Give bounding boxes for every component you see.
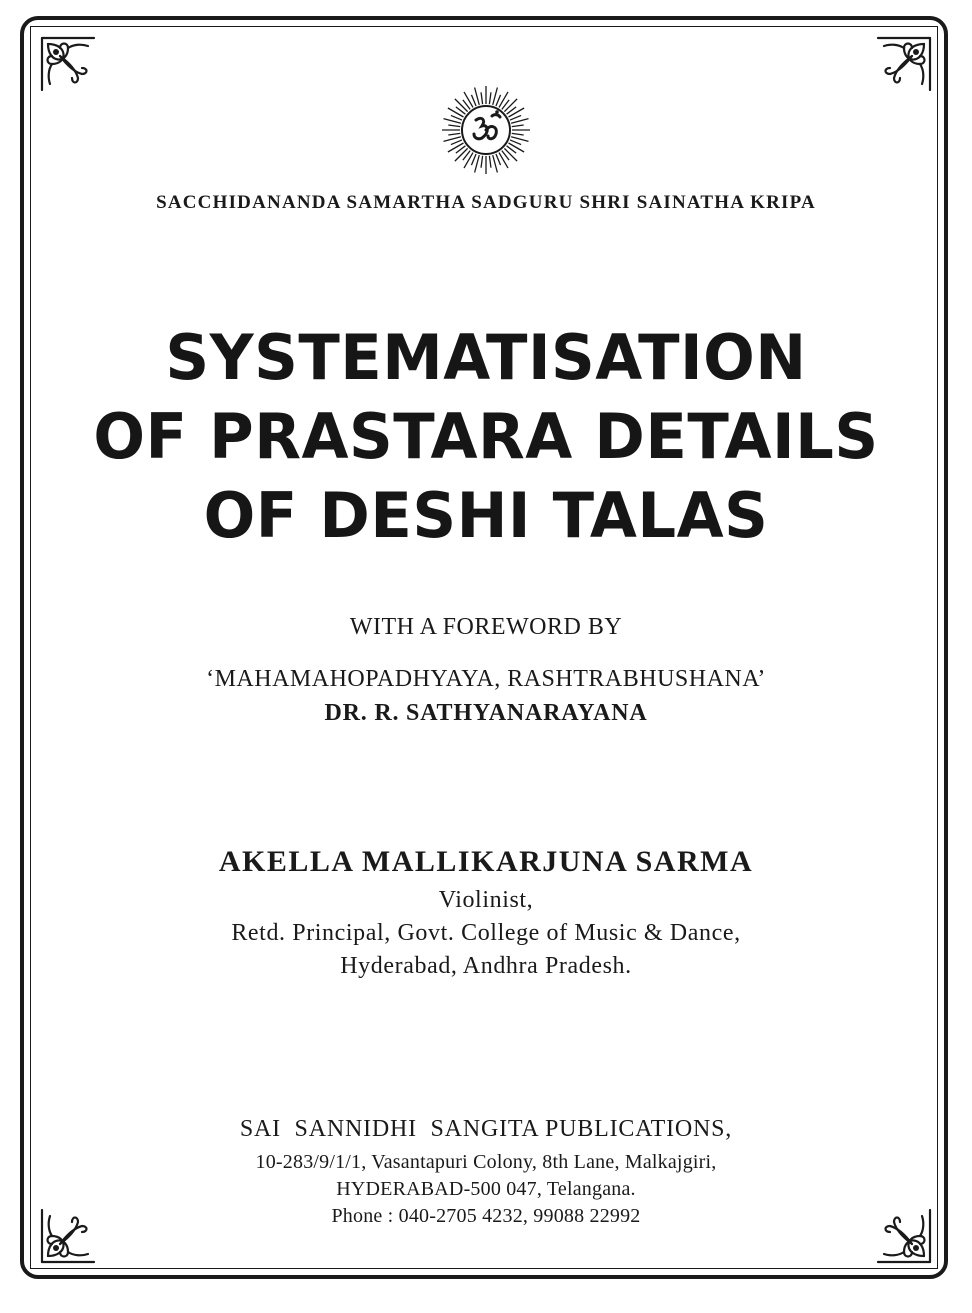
publisher-address: HYDERABAD-500 047, Telangana.: [336, 1178, 636, 1200]
om-sun-icon: [440, 84, 532, 176]
author-detail: Hyderabad, Andhra Pradesh.: [340, 953, 632, 979]
author-detail: Violinist,: [438, 887, 534, 913]
publisher-phone: Phone : 040-2705 4232, 99088 22992: [331, 1205, 641, 1227]
author-name: AKELLA MALLIKARJUNA SARMA: [218, 845, 754, 878]
foreword-label: WITH A FOREWORD BY: [349, 614, 623, 640]
foreword-honorific: ‘MAHAMAHOPADHYAYA, RASHTRABHUSHANA’: [206, 666, 766, 692]
author-detail: Retd. Principal, Govt. College of Music & Dance,: [231, 920, 741, 946]
title-line: OF DESHI TALAS: [203, 479, 769, 552]
title-line: SYSTEMATISATION: [165, 321, 807, 394]
corner-ornament-icon: [874, 34, 934, 94]
publisher-name: SAI SANNIDHI SANGITA PUBLICATIONS,: [239, 1116, 733, 1142]
foreword-name: DR. R. SATHYANARAYANA: [324, 700, 648, 726]
publisher-address: 10-283/9/1/1, Vasantapuri Colony, 8th Lane, Malkajgiri,: [255, 1151, 717, 1173]
book-title: [10, 318, 963, 555]
blessing-line: SACCHIDANANDA SAMARTHA SADGURU SHRI SAINATHA KRIPA: [156, 192, 816, 213]
title-line: OF PRASTARA DETAILS: [93, 400, 879, 473]
corner-ornament-icon: [38, 34, 98, 94]
